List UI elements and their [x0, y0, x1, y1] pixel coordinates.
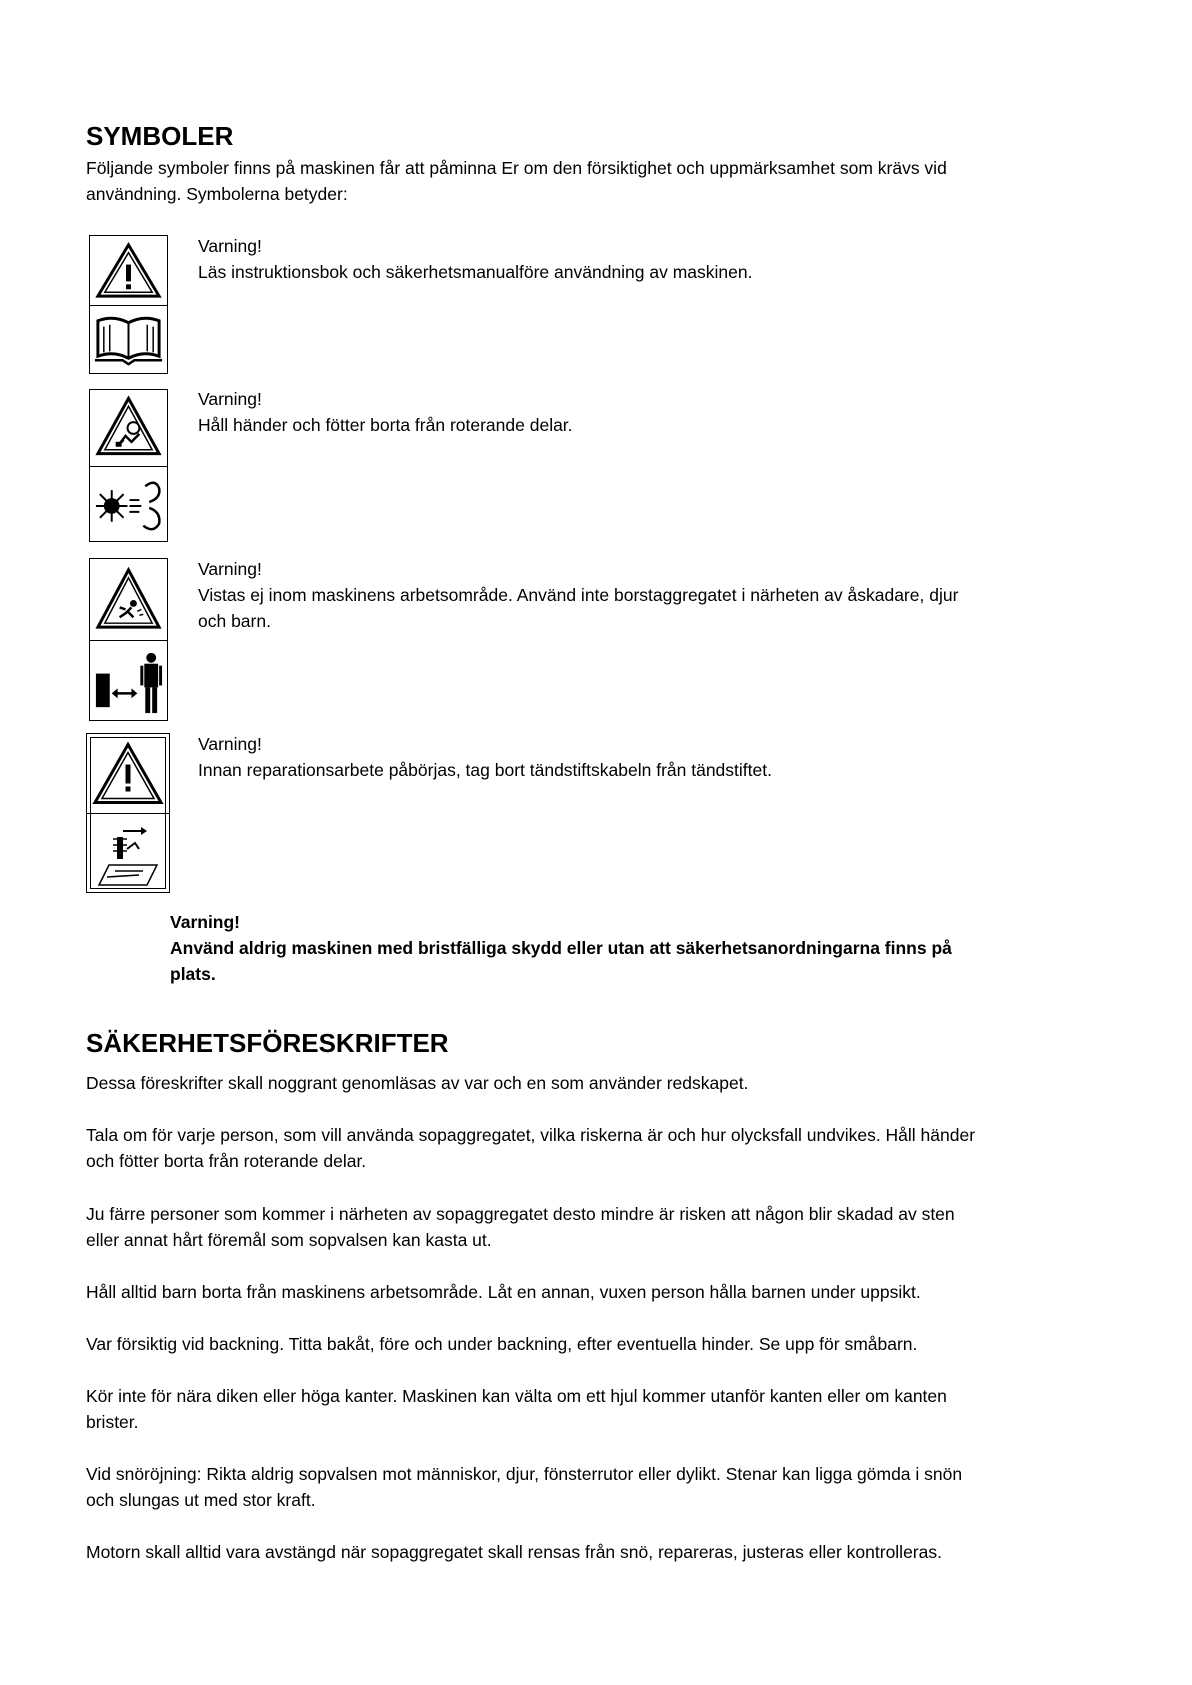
warning-triangle-icon: [90, 236, 167, 306]
rotating-parts-icon: [90, 467, 167, 541]
symbol-1-text: [198, 233, 1098, 285]
safety-paragraph-1: [86, 1070, 1116, 1096]
symbols-intro: [86, 155, 1116, 207]
safety-paragraph-2: [86, 1122, 1116, 1174]
symbol-2-line-1: Håll händer och fötter borta från roterande delar.: [198, 415, 573, 435]
safety-paragraph-8: [86, 1539, 1116, 1565]
safety-title: SÄKERHETSFÖRESKRIFTER: [86, 1028, 449, 1058]
general-warning-line-1: Använd aldrig maskinen med bristfälliga skydd eller utan att säkerhetsanordningarna finns på: [170, 938, 952, 958]
general-warning-heading: Varning!: [170, 912, 241, 932]
symbol-1-icons: [89, 235, 168, 374]
keep-distance-icon: [90, 641, 167, 720]
safety-paragraph-2-line-1: Tala om för varje person, som vill använda sopaggregatet, vilka riskerna är och hur olycksfall undvikes. Håll händer: [86, 1125, 976, 1145]
safety-paragraph-3-line-1: Ju färre personer som kommer i närheten av sopaggregatet desto mindre är risken att någon blir skadad av sten: [86, 1204, 955, 1224]
safety-paragraph-8-line-1: Motorn skall alltid vara avstängd när sopaggregatet skall rensas från snö, repareras, justeras eller kontrolleras.: [86, 1542, 942, 1562]
symbol-3-line-1: Vistas ej inom maskinens arbetsområde. Använd inte borstaggregatet i närheten av åskadare, djur: [198, 585, 959, 605]
safety-paragraph-4-line-1: Håll alltid barn borta från maskinens arbetsområde. Låt en annan, vuxen person hålla barnen under uppsikt.: [86, 1282, 921, 1302]
safety-paragraph-7-line-1: Vid snöröjning: Rikta aldrig sopvalsen mot människor, djur, fönsterrutor eller dylikt. Stenar kan ligga gömda i snön: [86, 1464, 963, 1484]
safety-paragraph-2-line-2: och fötter borta från roterande delar.: [86, 1151, 367, 1171]
open-book-icon: [90, 306, 167, 373]
safety-paragraph-5: [86, 1331, 1116, 1357]
symbol-3-line-2: och barn.: [198, 611, 271, 631]
safety-paragraph-6-line-2: brister.: [86, 1412, 139, 1432]
symbol-3-icons: [89, 558, 168, 721]
safety-paragraph-7: [86, 1461, 1116, 1513]
symbol-4-text: [198, 731, 1098, 783]
intro-line-1: Följande symboler finns på maskinen får att påminna Er om den försiktighet och uppmärksamhet som krävs vid: [86, 158, 947, 178]
symbol-3-text: [198, 556, 1098, 634]
safety-paragraph-6-line-1: Kör inte för nära diken eller höga kanter. Maskinen kan välta om ett hjul kommer utanför kanten eller om kanten: [86, 1386, 947, 1406]
symbol-4-icons: [86, 733, 170, 893]
safety-paragraph-4: [86, 1279, 1116, 1305]
symbol-2-heading: Varning!: [198, 389, 262, 409]
safety-paragraph-6: [86, 1383, 1116, 1435]
symbol-3-heading: Varning!: [198, 559, 262, 579]
safety-paragraph-1-line-1: Dessa föreskrifter skall noggrant genomläsas av var och en som använder redskapet.: [86, 1073, 749, 1093]
symbol-1-heading: Varning!: [198, 236, 262, 256]
hand-entanglement-warning-icon: [90, 390, 167, 467]
safety-paragraph-5-line-1: Var försiktig vid backning. Titta bakåt, före och under backning, efter eventuella hinder. Se upp för småbarn.: [86, 1334, 918, 1354]
symbol-4-heading: Varning!: [198, 734, 262, 754]
symbol-2-text: [198, 386, 1098, 438]
general-warning-line-2: plats.: [170, 964, 216, 984]
safety-paragraph-7-line-2: och slungas ut med stor kraft.: [86, 1490, 316, 1510]
thrown-objects-warning-icon: [90, 559, 167, 641]
intro-line-2: användning. Symbolerna betyder:: [86, 184, 348, 204]
general-warning: [170, 909, 1100, 987]
symbol-2-icons: [89, 389, 168, 542]
symbol-1-line-1: Läs instruktionsbok och säkerhetsmanualföre användning av maskinen.: [198, 262, 753, 282]
symbols-title: SYMBOLER: [86, 121, 234, 151]
symbol-4-line-1: Innan reparationsarbete påbörjas, tag bort tändstiftskabeln från tändstiftet.: [198, 760, 772, 780]
safety-paragraph-3: [86, 1201, 1116, 1253]
safety-paragraph-3-line-2: eller annat hårt föremål som sopvalsen kan kasta ut.: [86, 1230, 492, 1250]
warning-triangle-icon: [87, 734, 169, 814]
disconnect-spark-plug-icon: [87, 814, 169, 892]
